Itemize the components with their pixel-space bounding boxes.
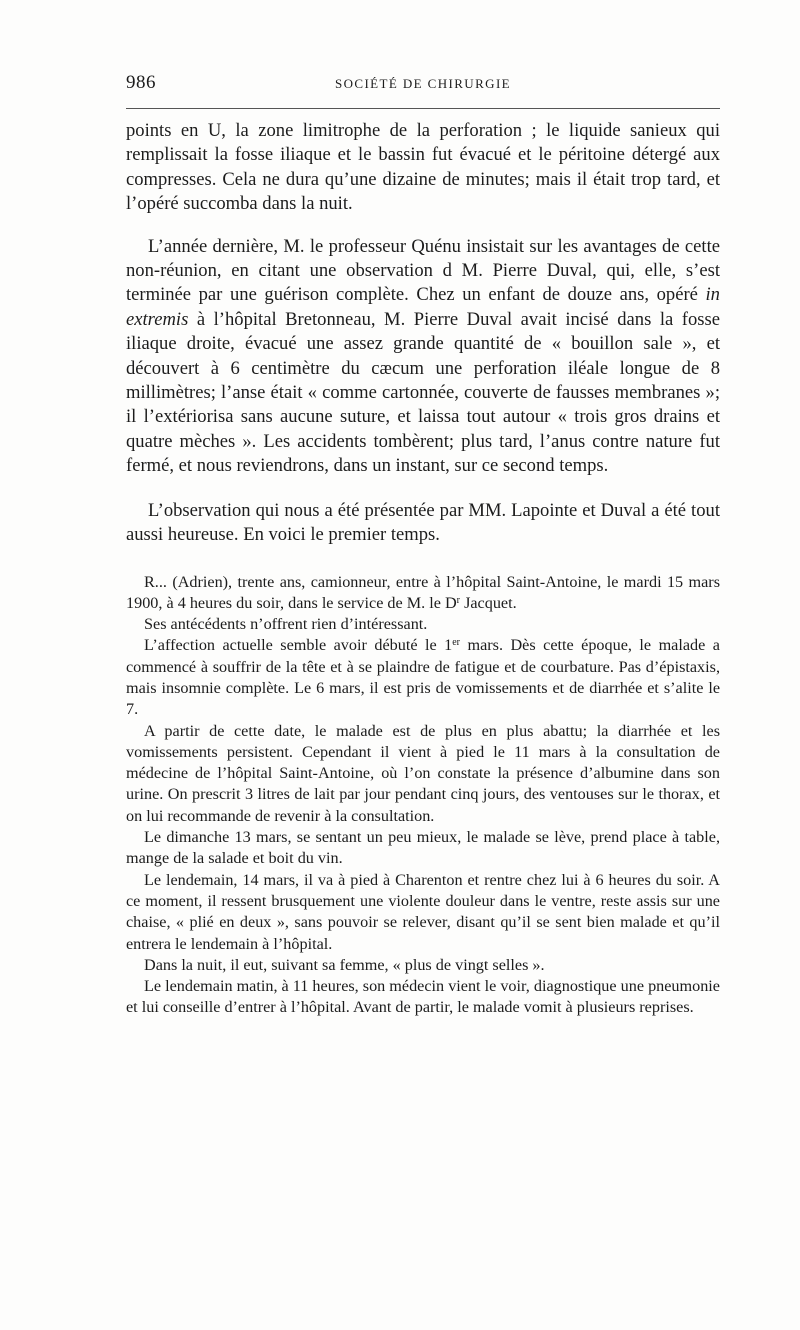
observation-block	[126, 572, 720, 1019]
page-header	[126, 72, 720, 100]
observation-paragraph-7: Dans la nuit, il eut, suivant sa femme, « plus de vingt selles ».	[144, 955, 545, 974]
observation-paragraph-1	[126, 572, 720, 615]
running-title: SOCIÉTÉ DE CHIRURGIE	[334, 76, 512, 91]
header-rule	[126, 108, 720, 109]
paragraph-2-text-b: à l’hôpital Bretonneau, M. Pierre Duval avait incisé dans la fosse iliaque droite, évacué une assez grande quantité de « bouillon sale », et découvert à 6 centimètre du cæcum une perforation iléale longue de 8 millimètres; l’anse était « comme cartonnée, couverte de fausses membranes »; il l’extériorisa sans aucune suture, et laissa tout autour « trois gros drains et quatre mèches ». Les accidents tombèrent; plus tard, l’anus contre nature fut fermé, et nous reviendrons, dans un instant, sur ce second temps.	[126, 308, 720, 477]
observation-paragraph-3	[126, 635, 720, 720]
observation-1-text-b: Jacquet.	[460, 593, 517, 612]
observation-paragraph-6: Le lendemain, 14 mars, il va à pied à Charenton et rentre chez lui à 6 heures du soir. A ce moment, il ressent brusquement une violente douleur dans le ventre, reste assis sur une chaise, « plié en deux », sans pouvoir se relever, disant qu’il se sent bien malade et qu’il entrera le lendemain à l’hôpital.	[126, 870, 720, 953]
observation-3-text-b: mars. Dès cette époque, le malade a commencé à souffrir de la tête et à se plaindre de fatigue et de courbature. Pas d’épistaxis, mais insomnie complète. Le 6 mars, il est pris de vomissements et de diarrhée et s’alite le 7.	[126, 636, 720, 719]
observation-paragraph-8: Le lendemain matin, à 11 heures, son médecin vient le voir, diagnostique une pneumonie et lui conseille d’entrer à l’hôpital. Avant de partir, le malade vomit à plusieurs reprises.	[126, 977, 720, 1017]
observation-3-superscript: er	[452, 637, 461, 649]
paragraph-2-text-a: L’année dernière, M. le professeur Quénu insistait sur les avantages de cette non-réunion, en citant une observation d M. Pierre Duval, qui, elle, s’est terminée par une guérison complète. Chez un enfant de douze ans, opéré	[126, 235, 720, 306]
observation-3-text-a: L’affection actuelle semble avoir débuté le 1	[144, 636, 453, 655]
observation-1-superscript: r	[456, 594, 461, 606]
observation-paragraph-5: Le dimanche 13 mars, se sentant un peu mieux, le malade se lève, prend place à table, mange de la salade et boit du vin.	[126, 828, 720, 868]
paragraph-2-italic: in extremis	[126, 284, 720, 330]
observation-1-text-a: R... (Adrien), trente ans, camionneur, entre à l’hôpital Saint-Antoine, le mardi 15 mars 1900, à 4 heures du soir, dans le service de M. le D	[126, 572, 720, 612]
paragraph-2	[126, 235, 720, 479]
paragraph-1: points en U, la zone limitrophe de la perforation ; le liquide sanieux qui remplissait la fosse iliaque et le bassin fut évacué et le péritoine détergé aux compresses. Cela ne dura qu’une dizaine de minutes; mais il était trop tard, et l’opéré succomba dans la nuit.	[126, 120, 720, 215]
observation-paragraph-2: Ses antécédents n’offrent rien d’intéressant.	[144, 615, 428, 634]
observation-paragraph-4: A partir de cette date, le malade est de plus en plus abattu; la diarrhée et les vomissements persistent. Cependant il vient à pied le 11 mars à la consultation de médecine de l’hôpital Saint-Antoine, où l’on constate la présence d’albumine dans son urine. On prescrit 3 litres de lait par jour pendant cinq jours, des ventouses sur le thorax, et on lui recommande de revenir à la consultation.	[126, 721, 720, 825]
page-number: 986	[126, 72, 156, 93]
paragraph-3: L’observation qui nous a été présentée par MM. Lapointe et Duval a été tout aussi heureuse. En voici le premier temps.	[126, 499, 720, 546]
body-text	[126, 119, 720, 1019]
